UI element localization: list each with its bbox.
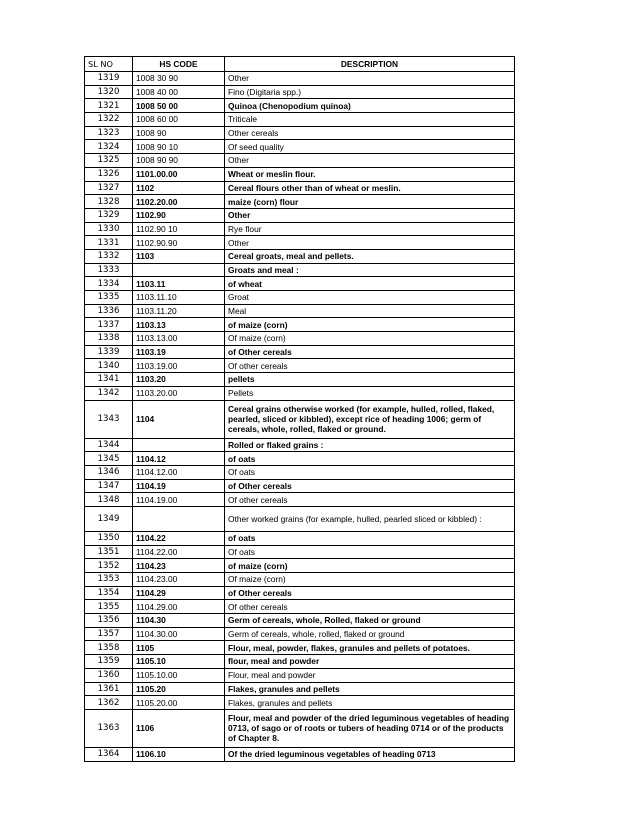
hs-code-cell: 1103 [133, 249, 225, 263]
hs-code-cell: 1104.30 [133, 614, 225, 628]
hs-code-cell: 1104.12 [133, 452, 225, 466]
table-row [85, 614, 515, 628]
description-cell: of Other cereals [225, 586, 515, 600]
hs-code-cell: 1104.23 [133, 559, 225, 573]
sl-no-cell: 1320 [85, 85, 133, 99]
table-row [85, 696, 515, 710]
table-row [85, 72, 515, 86]
table-body [85, 72, 515, 762]
hs-code-cell: 1008 50 00 [133, 99, 225, 113]
sl-no-cell: 1337 [85, 318, 133, 332]
hs-code-cell: 1103.11.10 [133, 291, 225, 305]
table-row [85, 493, 515, 507]
description-cell: Germ of cereals, whole, rolled, flaked or ground [225, 627, 515, 641]
description-cell: of oats [225, 452, 515, 466]
description-cell: Flour, meal and powder of the dried leguminous vegetables of heading 0713, of sago or of roots or tubers of heading 0714 or of the products of Chapter 8. [225, 709, 515, 747]
description-cell: pellets [225, 373, 515, 387]
hs-code-cell: 1104.19.00 [133, 493, 225, 507]
hs-code-cell: 1008 90 [133, 126, 225, 140]
sl-no-cell: 1324 [85, 140, 133, 154]
description-cell: Of other cereals [225, 493, 515, 507]
sl-no-cell: 1355 [85, 600, 133, 614]
table-row [85, 304, 515, 318]
table-header-row [85, 57, 515, 72]
table-row [85, 438, 515, 452]
sl-no-cell: 1339 [85, 345, 133, 359]
table-row [85, 359, 515, 373]
table-row [85, 586, 515, 600]
table-row [85, 222, 515, 236]
description-cell: Cereal grains otherwise worked (for example, hulled, rolled, flaked, pearled, sliced or kibbled), except rice of heading 1006; germ of cereals, whole, rolled, flaked or ground. [225, 400, 515, 438]
sl-no-cell: 1346 [85, 465, 133, 479]
sl-no-cell: 1360 [85, 668, 133, 682]
hs-code-cell: 1106 [133, 709, 225, 747]
description-cell: Quinoa (Chenopodium quinoa) [225, 99, 515, 113]
table-row [85, 167, 515, 181]
table-row [85, 668, 515, 682]
table-row [85, 465, 515, 479]
header-hs-code: HS CODE [133, 57, 225, 72]
table-row [85, 682, 515, 696]
table-row [85, 318, 515, 332]
table-row [85, 154, 515, 168]
description-cell: of maize (corn) [225, 318, 515, 332]
hs-code-cell: 1103.19.00 [133, 359, 225, 373]
sl-no-cell: 1329 [85, 208, 133, 222]
description-cell: Other [225, 208, 515, 222]
hs-code-cell: 1102 [133, 181, 225, 195]
table-row [85, 85, 515, 99]
table-row [85, 452, 515, 466]
description-cell: Fino (Digitaria spp.) [225, 85, 515, 99]
hs-code-cell: 1103.11.20 [133, 304, 225, 318]
sl-no-cell: 1326 [85, 167, 133, 181]
hs-code-cell [133, 263, 225, 277]
table-row [85, 181, 515, 195]
sl-no-cell: 1332 [85, 249, 133, 263]
hs-code-cell: 1104.23.00 [133, 573, 225, 587]
description-cell: of Other cereals [225, 479, 515, 493]
sl-no-cell: 1354 [85, 586, 133, 600]
hs-code-cell: 1008 60 00 [133, 113, 225, 127]
sl-no-cell: 1336 [85, 304, 133, 318]
hs-code-cell: 1102.90 10 [133, 222, 225, 236]
description-cell: Germ of cereals, whole, Rolled, flaked or ground [225, 614, 515, 628]
table-row [85, 249, 515, 263]
description-cell: Of other cereals [225, 359, 515, 373]
table-row [85, 332, 515, 346]
description-cell: Wheat or meslin flour. [225, 167, 515, 181]
sl-no-cell: 1328 [85, 195, 133, 209]
table-row [85, 345, 515, 359]
description-cell: Other cereals [225, 126, 515, 140]
table-row [85, 573, 515, 587]
sl-no-cell: 1364 [85, 747, 133, 761]
description-cell: Groat [225, 291, 515, 305]
sl-no-cell: 1357 [85, 627, 133, 641]
table-row [85, 747, 515, 761]
sl-no-cell: 1333 [85, 263, 133, 277]
table-row [85, 126, 515, 140]
hs-code-cell: 1104.19 [133, 479, 225, 493]
description-cell: of Other cereals [225, 345, 515, 359]
description-cell: of wheat [225, 277, 515, 291]
table-row [85, 400, 515, 438]
sl-no-cell: 1348 [85, 493, 133, 507]
sl-no-cell: 1361 [85, 682, 133, 696]
sl-no-cell: 1351 [85, 545, 133, 559]
description-cell: Pellets [225, 386, 515, 400]
table-row [85, 140, 515, 154]
table-row [85, 506, 515, 531]
sl-no-cell: 1334 [85, 277, 133, 291]
sl-no-cell: 1340 [85, 359, 133, 373]
sl-no-cell: 1321 [85, 99, 133, 113]
sl-no-cell: 1359 [85, 655, 133, 669]
hs-code-cell: 1103.20 [133, 373, 225, 387]
table-row [85, 479, 515, 493]
table-row [85, 531, 515, 545]
description-cell: of maize (corn) [225, 559, 515, 573]
hs-code-cell: 1105.10.00 [133, 668, 225, 682]
description-cell: of oats [225, 531, 515, 545]
table-row [85, 627, 515, 641]
sl-no-cell: 1353 [85, 573, 133, 587]
hs-code-cell: 1102.90 [133, 208, 225, 222]
sl-no-cell: 1358 [85, 641, 133, 655]
hs-code-cell: 1104 [133, 400, 225, 438]
sl-no-cell: 1338 [85, 332, 133, 346]
description-cell: Of the dried leguminous vegetables of heading 0713 [225, 747, 515, 761]
sl-no-cell: 1331 [85, 236, 133, 250]
hs-code-table [84, 56, 515, 762]
sl-no-cell: 1341 [85, 373, 133, 387]
description-cell: Meal [225, 304, 515, 318]
description-cell: Flour, meal, powder, flakes, granules and pellets of potatoes. [225, 641, 515, 655]
sl-no-cell: 1362 [85, 696, 133, 710]
sl-no-cell: 1345 [85, 452, 133, 466]
description-cell: Groats and meal : [225, 263, 515, 277]
description-cell: Of maize (corn) [225, 332, 515, 346]
table-row [85, 559, 515, 573]
table-row [85, 195, 515, 209]
hs-code-cell: 1104.22.00 [133, 545, 225, 559]
sl-no-cell: 1363 [85, 709, 133, 747]
description-cell: Flakes, granules and pellets [225, 682, 515, 696]
hs-code-cell [133, 438, 225, 452]
description-cell: Other [225, 72, 515, 86]
sl-no-cell: 1349 [85, 506, 133, 531]
table-row [85, 386, 515, 400]
table-row [85, 709, 515, 747]
description-cell: Cereal flours other than of wheat or meslin. [225, 181, 515, 195]
hs-code-cell: 1105.20.00 [133, 696, 225, 710]
sl-no-cell: 1325 [85, 154, 133, 168]
sl-no-cell: 1319 [85, 72, 133, 86]
hs-code-cell: 1102.90.90 [133, 236, 225, 250]
table-row [85, 277, 515, 291]
hs-code-cell: 1103.20.00 [133, 386, 225, 400]
header-description: DESCRIPTION [225, 57, 515, 72]
sl-no-cell: 1343 [85, 400, 133, 438]
hs-code-cell: 1103.19 [133, 345, 225, 359]
hs-code-cell: 1008 30 90 [133, 72, 225, 86]
description-cell: Rolled or flaked grains : [225, 438, 515, 452]
hs-code-cell: 1104.12.00 [133, 465, 225, 479]
table-row [85, 236, 515, 250]
sl-no-cell: 1327 [85, 181, 133, 195]
hs-code-cell: 1102.20.00 [133, 195, 225, 209]
description-cell: Of seed quality [225, 140, 515, 154]
hs-code-cell: 1104.29 [133, 586, 225, 600]
table-row [85, 545, 515, 559]
table-row [85, 263, 515, 277]
sl-no-cell: 1347 [85, 479, 133, 493]
description-cell: Of other cereals [225, 600, 515, 614]
description-cell: Of oats [225, 545, 515, 559]
sl-no-cell: 1344 [85, 438, 133, 452]
description-cell: Rye flour [225, 222, 515, 236]
hs-code-cell: 1008 40 00 [133, 85, 225, 99]
description-cell: Other worked grains (for example, hulled, pearled sliced or kibbled) : [225, 506, 515, 531]
description-cell: flour, meal and powder [225, 655, 515, 669]
sl-no-cell: 1323 [85, 126, 133, 140]
description-cell: Of oats [225, 465, 515, 479]
table-row [85, 655, 515, 669]
hs-code-cell: 1105.10 [133, 655, 225, 669]
hs-code-cell: 1103.13.00 [133, 332, 225, 346]
description-cell: Of maize (corn) [225, 573, 515, 587]
description-cell: Triticale [225, 113, 515, 127]
description-cell: Other [225, 236, 515, 250]
table-row [85, 99, 515, 113]
sl-no-cell: 1350 [85, 531, 133, 545]
table-row [85, 291, 515, 305]
sl-no-cell: 1342 [85, 386, 133, 400]
sl-no-cell: 1330 [85, 222, 133, 236]
hs-code-cell: 1104.22 [133, 531, 225, 545]
description-cell: Cereal groats, meal and pellets. [225, 249, 515, 263]
header-sl-no: SL NO [85, 57, 133, 72]
table-row [85, 208, 515, 222]
sl-no-cell: 1352 [85, 559, 133, 573]
description-cell: Flakes, granules and pellets [225, 696, 515, 710]
description-cell: maize (corn) flour [225, 195, 515, 209]
description-cell: Flour, meal and powder [225, 668, 515, 682]
description-cell: Other [225, 154, 515, 168]
table-row [85, 641, 515, 655]
hs-code-cell [133, 506, 225, 531]
table-row [85, 373, 515, 387]
sl-no-cell: 1322 [85, 113, 133, 127]
sl-no-cell: 1356 [85, 614, 133, 628]
hs-code-cell: 1104.30.00 [133, 627, 225, 641]
sl-no-cell: 1335 [85, 291, 133, 305]
hs-code-cell: 1008 90 90 [133, 154, 225, 168]
hs-code-cell: 1103.11 [133, 277, 225, 291]
hs-code-cell: 1104.29.00 [133, 600, 225, 614]
hs-code-cell: 1106.10 [133, 747, 225, 761]
table-row [85, 113, 515, 127]
hs-code-cell: 1105 [133, 641, 225, 655]
hs-code-cell: 1101.00.00 [133, 167, 225, 181]
hs-code-cell: 1103.13 [133, 318, 225, 332]
hs-code-cell: 1008 90 10 [133, 140, 225, 154]
table-row [85, 600, 515, 614]
hs-code-cell: 1105.20 [133, 682, 225, 696]
